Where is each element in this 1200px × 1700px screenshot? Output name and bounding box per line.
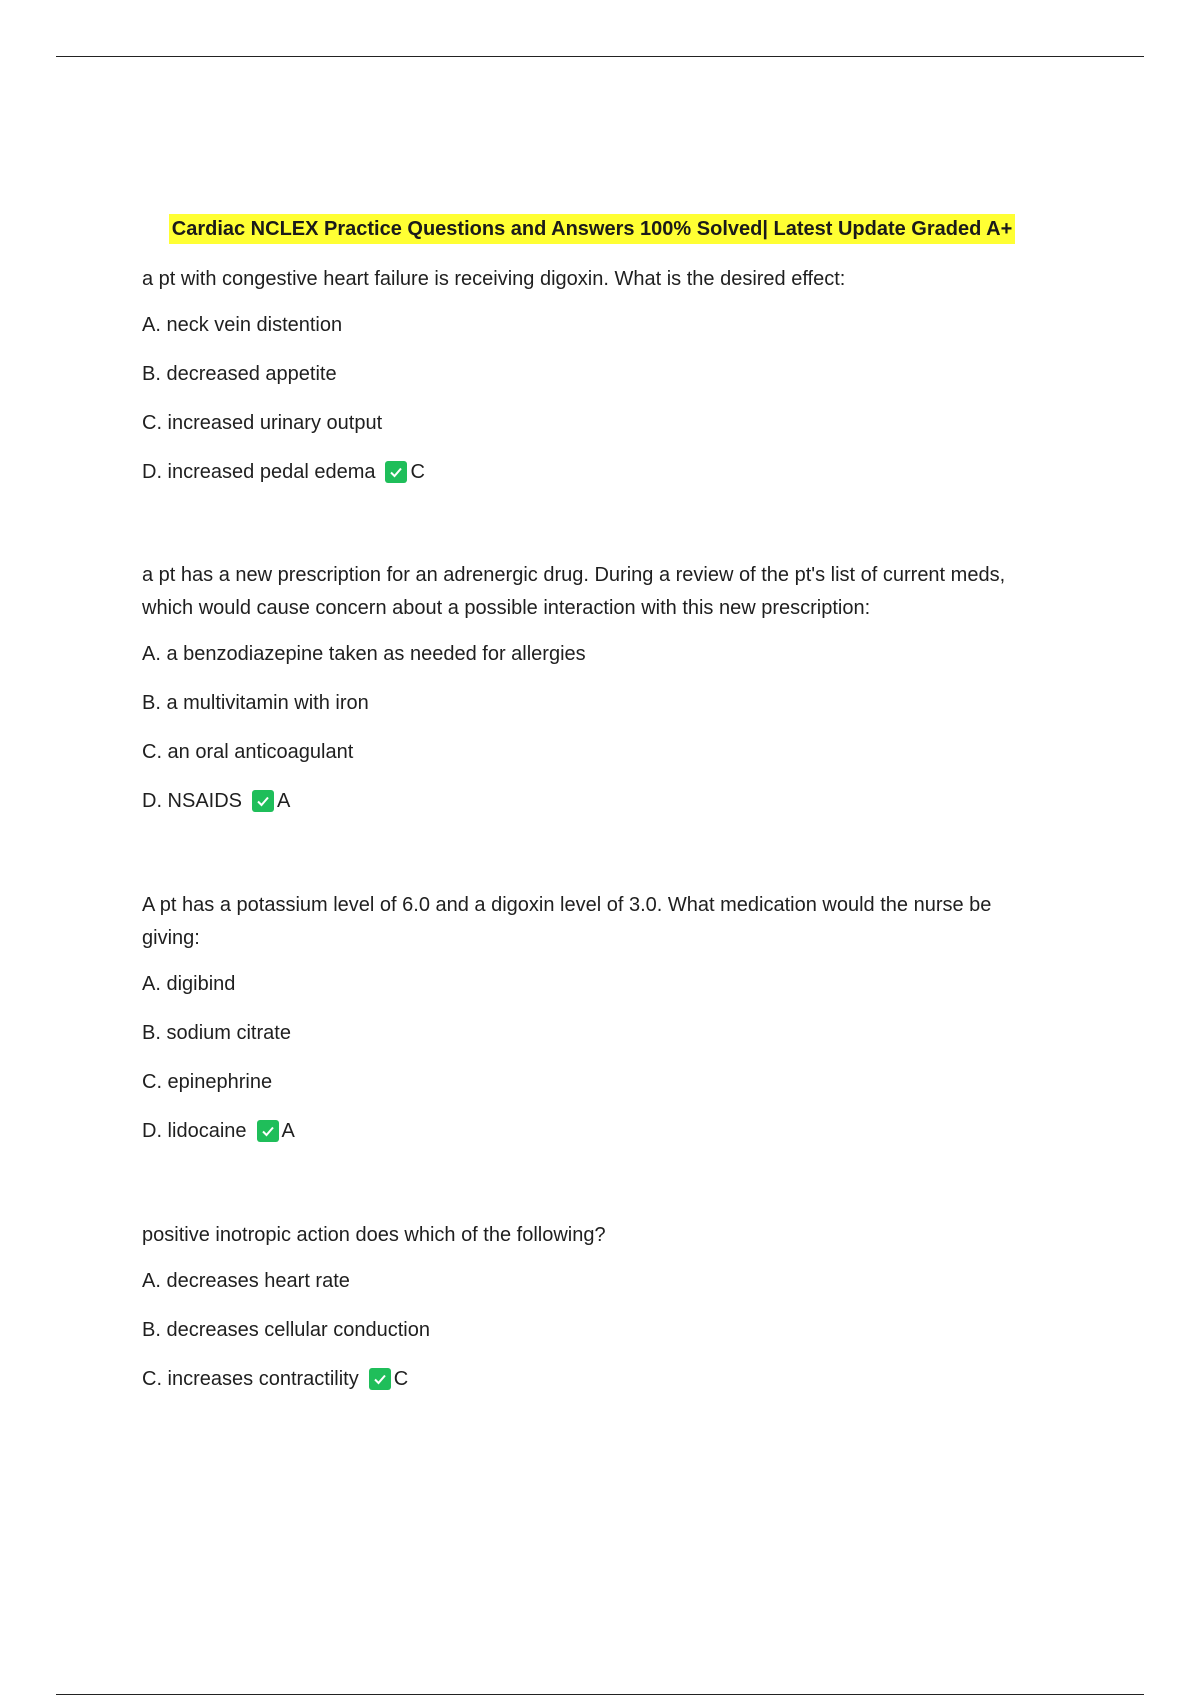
answer-key: A: [277, 790, 291, 812]
option-a: A. decreases heart rate: [142, 1270, 350, 1292]
option-c: C. epinephrine: [142, 1071, 273, 1093]
option-b: B. decreased appetite: [142, 363, 337, 385]
option-c: C. increases contractility C: [142, 1364, 1042, 1413]
option-c: C. an oral anticoagulant: [142, 741, 354, 763]
question-stem: A pt has a potassium level of 6.0 and a digoxin level of 3.0. What medication would the nurse be giving:: [142, 894, 992, 949]
option-a: A. digibind: [142, 973, 236, 995]
check-icon: [385, 461, 407, 483]
question-4: [142, 1219, 1042, 1413]
check-icon: [369, 1368, 391, 1390]
option-b: B. sodium citrate: [142, 1022, 291, 1044]
answer-key: C: [393, 1368, 409, 1390]
option-b: B. decreases cellular conduction: [142, 1319, 430, 1341]
question-2: [142, 559, 1042, 835]
option-c: C. increased urinary output: [142, 412, 383, 434]
question-stem: positive inotropic action does which of the following?: [142, 1224, 606, 1246]
check-icon: [257, 1120, 279, 1142]
document-title: Cardiac NCLEX Practice Questions and Answers 100% Solved| Latest Update Graded A+: [169, 214, 1016, 244]
answer-key: A: [281, 1120, 295, 1142]
question-1: [142, 263, 1042, 506]
option-b: B. a multivitamin with iron: [142, 692, 369, 714]
header-rule: [56, 56, 1144, 57]
question-3: [142, 889, 1042, 1165]
footer-rule: [56, 1694, 1144, 1695]
question-stem: a pt with congestive heart failure is receiving digoxin. What is the desired effect:: [142, 268, 846, 290]
option-d: D. NSAIDS A: [142, 786, 1042, 835]
question-stem: a pt has a new prescription for an adrenergic drug. During a review of the pt's list of current meds, which would cause concern about a possible interaction with this new prescription:: [142, 564, 1006, 619]
option-a: A. a benzodiazepine taken as needed for allergies: [142, 643, 586, 665]
option-d: D. increased pedal edema C: [142, 457, 1042, 506]
check-icon: [252, 790, 274, 812]
option-a: A. neck vein distention: [142, 314, 343, 336]
option-d: D. lidocaine A: [142, 1116, 1042, 1165]
answer-key: C: [410, 461, 425, 483]
title-wrap: [142, 214, 1042, 244]
